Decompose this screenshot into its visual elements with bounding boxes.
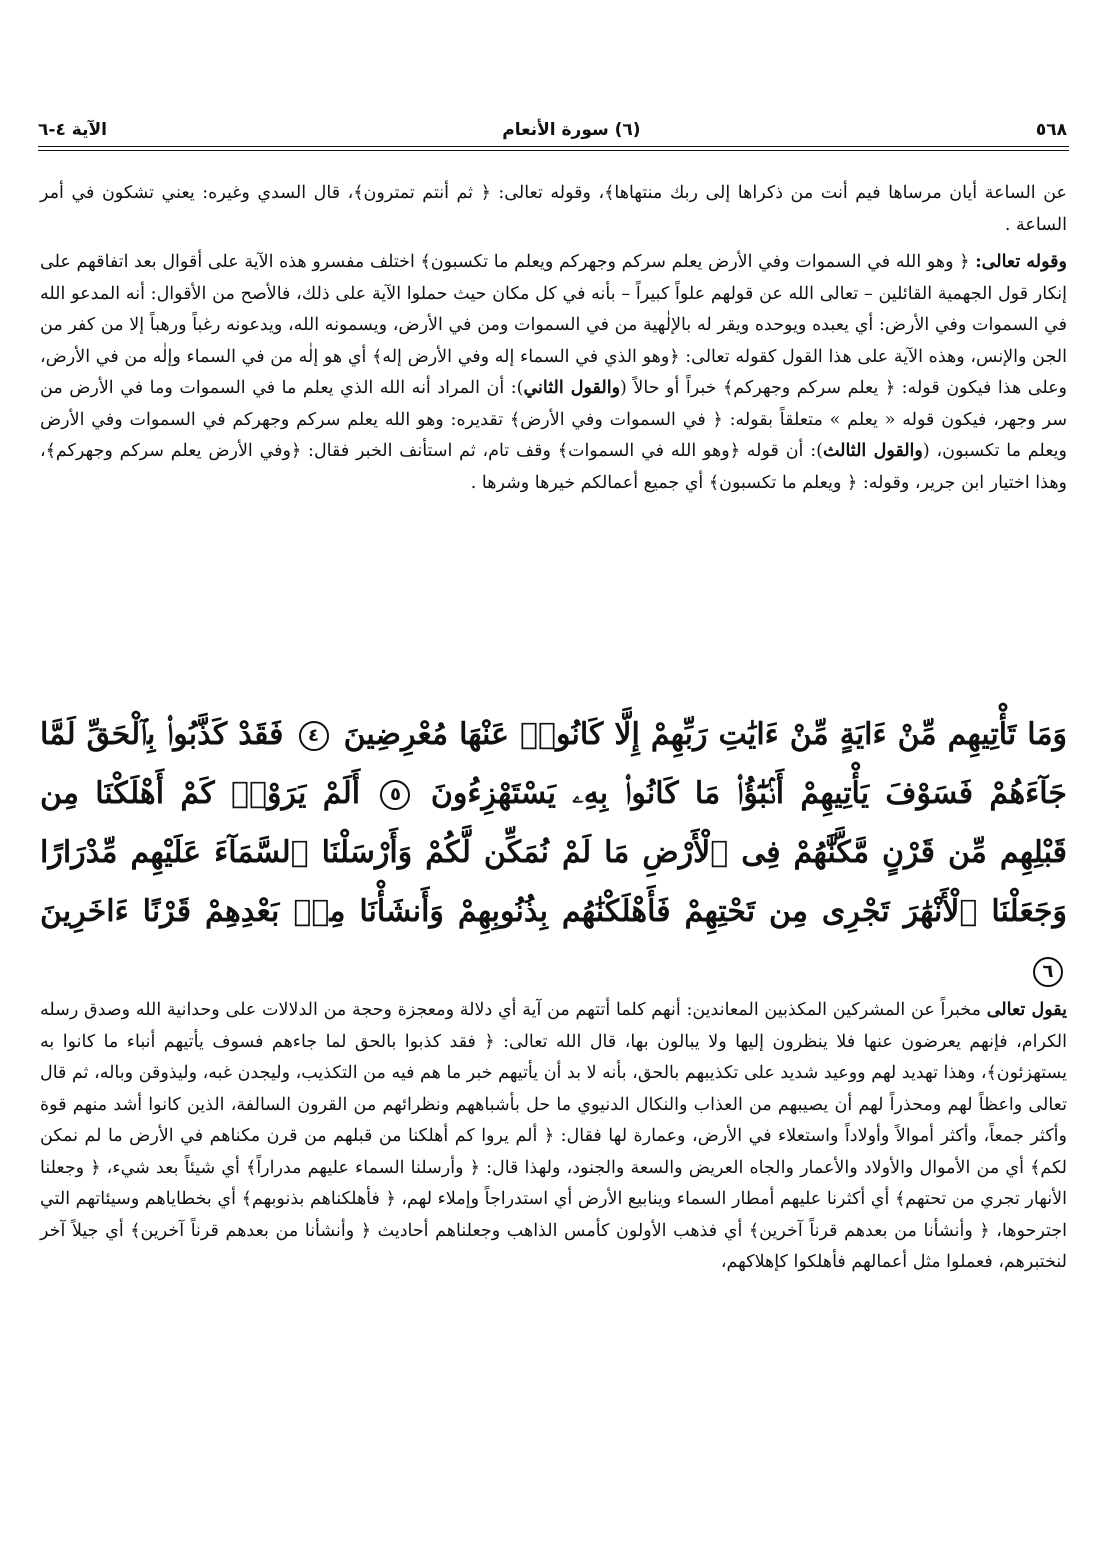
second-opinion-body: ): أن المراد أنه الله الذي يعلم ما في السموات وما في الأرض من سر وجهر، فيكون قوله « يعلم » متعلقاً بقوله: ﴿ في السموات وفي الأرض﴾ تقديره: وهو الله يعلم سركم وجهركم في السموات وفي الأرض ويعلم ما تكسبون، ( — [40, 378, 1067, 461]
quran-verses — [40, 705, 1068, 982]
ayah-5: فَقَدْ كَذَّبُوا۟ بِٱلْحَقِّ لَمَّا جَآءَهُمْ فَسَوْفَ يَأْتِيهِمْ أَنۢبَٰٓؤُا۟ مَا كَانُوا۟ بِهِۦ يَسْتَهْزِءُونَ — [40, 717, 1067, 811]
paragraph-1: عن الساعة أيان مرساها فيم أنت من ذكراها إلى ربك منتهاها﴾، وقوله تعالى: ﴿ ثم أنتم تمترون﴾، قال السدي وغيره: يعني تشكون في أمر الساعة . — [40, 183, 1067, 235]
commentary-section-1 — [40, 178, 1067, 499]
ayah-4-number: ٤ — [299, 721, 329, 751]
page-header — [38, 112, 1067, 142]
header-rule — [38, 146, 1069, 147]
ayah-6: أَلَمْ يَرَوْا۟ كَمْ أَهْلَكْنَا مِن قَبْلِهِم مِّن قَرْنٍ مَّكَّنَّٰهُمْ فِى ٱلْأَرْضِ مَا لَمْ نُمَكِّن لَّكُمْ وَأَرْسَلْنَا ٱلسَّمَآءَ عَلَيْهِم مِّدْرَارًا وَجَعَلْنَا ٱلْأَنْهَٰرَ تَجْرِى مِن تَحْتِهِمْ فَأَهْلَكْنَٰهُم بِذُنُوبِهِمْ وَأَنشَأْنَا مِنۢ بَعْدِهِمْ قَرْنًا ءَاخَرِينَ — [40, 776, 1067, 929]
second-opinion-label: والقول الثاني — [523, 378, 621, 398]
surah-title: (٦) سورة الأنعام — [502, 120, 641, 140]
ayah-6-number: ٦ — [1033, 957, 1063, 987]
paragraph-2-body: ﴿ وهو الله في السموات وفي الأرض يعلم سركم وجهركم ويعلم ما تكسبون﴾ اختلف مفسرو هذه الآية على أقوال بعد اتفاقهم على إنكار قول الجهمية القائلين – تعالى الله عن قولهم علواً كبيراً – بأنه في كل مكان حيث حملوا الآية على ذلك، فالأصح من الأقوال: أنه المدعو الله في السموات وفي الأرض: أي يعبده ويوحده ويقر له بالإلٰهية من في السموات ومن في الأرض، ويسمونه الله، ويدعونه رغباً ورهباً إلا من كفر من الجن والإنس، وهذه الآية على هذا القول كقوله تعالى: ﴿وهو الذي في السماء إله وفي الأرض إله﴾ أي هو إلٰه من في السماء وإلٰه من في الأرض، وعلى هذا فيكون قوله: ﴿ يعلم سركم وجهركم﴾ خبراً أو حالاً ( — [40, 252, 1068, 398]
third-opinion-label: والقول الثالث — [822, 441, 923, 461]
paragraph-2-lead: وقوله تعالى: — [975, 252, 1067, 272]
ayah-5-number: ٥ — [380, 780, 410, 810]
paragraph-2 — [40, 247, 1067, 499]
third-opinion-body: ): أن قوله ﴿وهو الله في السموات﴾ وقف تام، ثم استأنف الخبر فقال: ﴿وفي الأرض يعلم سركم وجهركم﴾، وهذا اختيار ابن جرير، وقوله: ﴿ ويعلم ما تكسبون﴾ أي جميع أعمالكم خيرها وشرها . — [40, 441, 1067, 493]
paragraph-3-lead: يقول تعالى — [986, 1000, 1067, 1020]
paragraph-3 — [40, 995, 1067, 1279]
paragraph-3-body: مخبراً عن المشركين المكذبين المعاندين: أنهم كلما أتتهم من آية أي دلالة ومعجزة وحجة من الدلالات على وحدانية الله وصدق رسله الكرام، فإنهم يعرضون عنها فلا ينظرون إليها ولا يبالون بها، قال الله تعالى: ﴿ فقد كذبوا بالحق لما جاءهم فسوف يأتيهم أنباء ما كانوا به يستهزئون﴾، وهذا تهديد لهم ووعيد شديد على تكذيبهم بالحق، بأنه لا بد أن يأتيهم خبر ما هم فيه من التكذيب، وليجدن غبه، وليذوقن وباله، ثم قال تعالى واعظاً لهم ومحذراً لهم أن يصيبهم من العذاب والنكال الدنيوي ما حل بأشباههم ونظرائهم من القرون السالفة، الذين كانوا أشد منهم قوة وأكثر جمعاً، وأكثر أموالاً وأولاداً واستعلاء في الأرض، وعمارة لها فقال: ﴿ ألم يروا كم أهلكنا من قبلهم من قرن مكناهم في الأرض ما لم نمكن لكم﴾ أي من الأموال والأولاد والأعمار والجاه العريض والسعة والجنود، ولهذا قال: ﴿ وأرسلنا السماء عليهم مدراراً﴾ أي شيئاً بعد شيء، ﴿ وجعلنا الأنهار تجري من تحتهم﴾ أي أكثرنا عليهم أمطار السماء وينابيع الأرض أي استدراجاً وإملاء لهم، ﴿ فأهلكناهم بذنوبهم﴾ أي بخطاياهم وسيئاتهم التي اجترحوها، ﴿ وأنشأنا من بعدهم قرناً آخرين﴾ أي فذهب الأولون كأمس الذاهب وجعلناهم أحاديث ﴿ وأنشأنا من بعدهم قرناً آخرين﴾ أي جيلاً آخر لنختبرهم، فعملوا مثل أعمالهم فأهلكوا كإهلاكهم، — [40, 1000, 1067, 1272]
ayah-4: وَمَا تَأْتِيهِم مِّنْ ءَايَةٍ مِّنْ ءَايَٰتِ رَبِّهِمْ إِلَّا كَانُوا۟ عَنْهَا مُعْرِضِينَ — [343, 717, 1068, 752]
page-number: ٥٦٨ — [1035, 120, 1067, 140]
header-rule-thin — [38, 150, 1069, 151]
verse-range: الآية ٤-٦ — [38, 120, 107, 140]
commentary-section-2 — [40, 995, 1067, 1279]
